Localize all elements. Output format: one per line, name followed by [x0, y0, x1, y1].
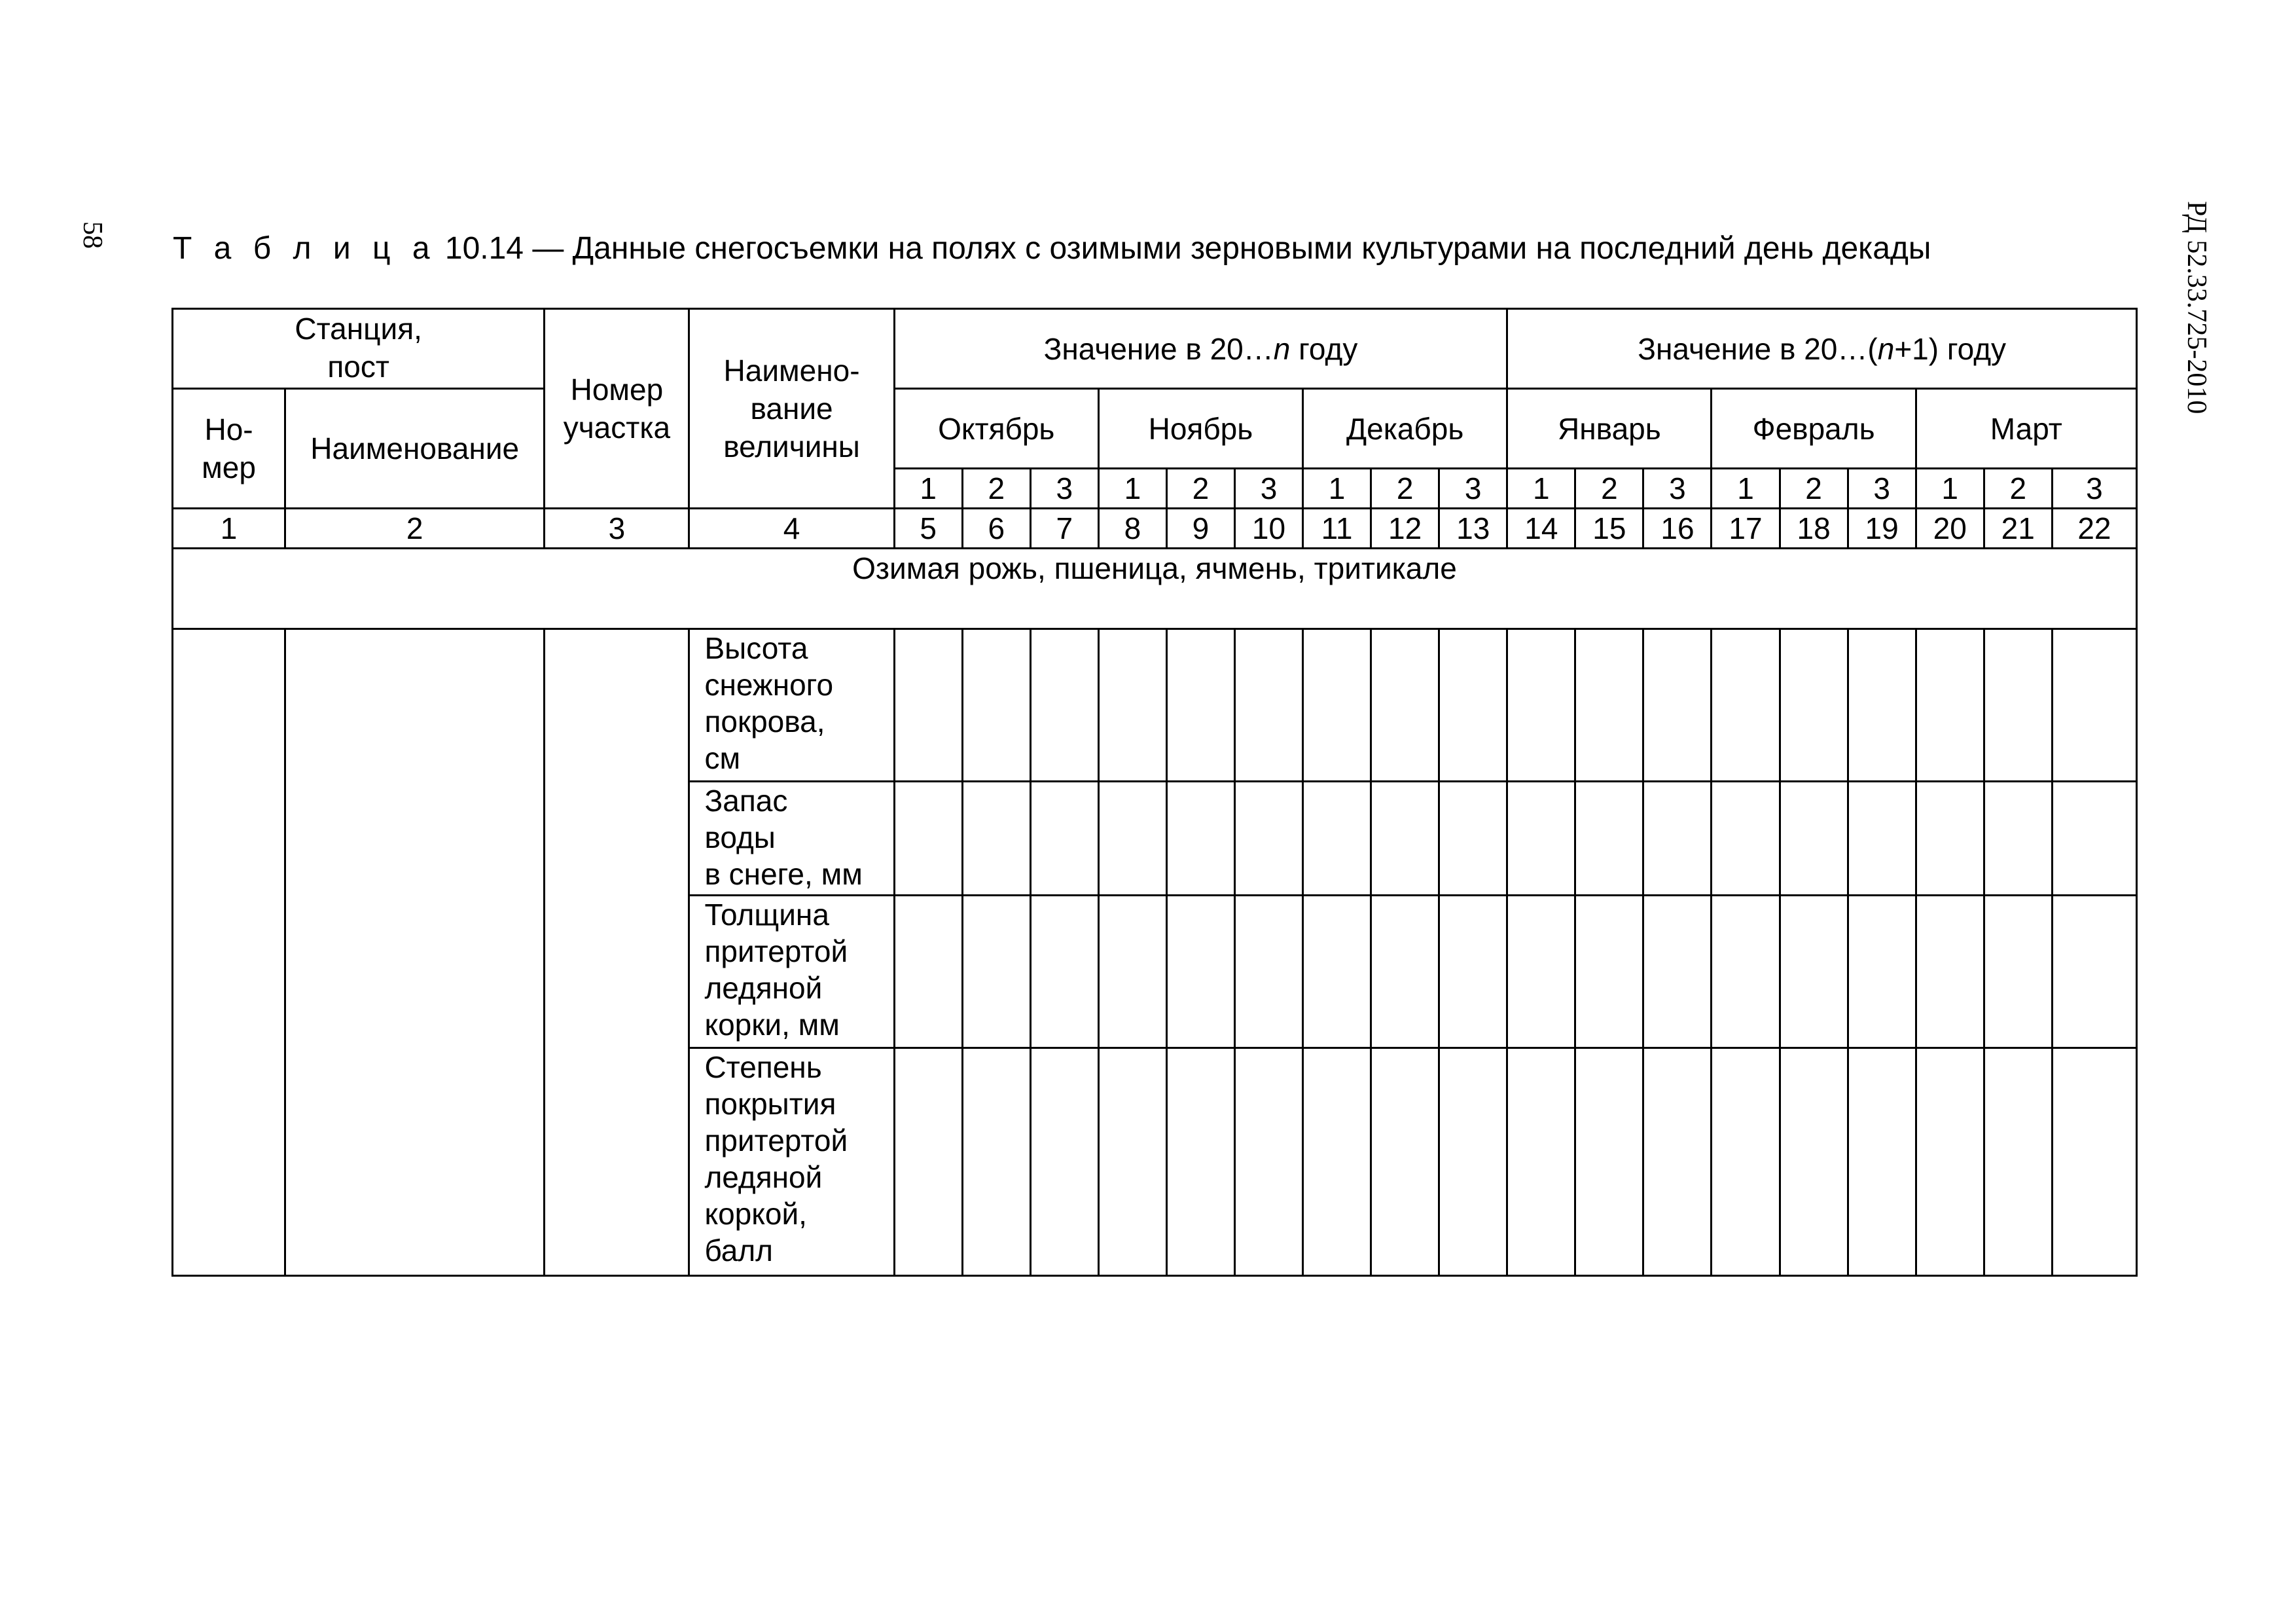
header-station: Станция, пост: [173, 309, 545, 389]
decade-cell: 3: [1234, 469, 1302, 509]
quantity-label: Высота снежного покрова, см: [689, 629, 894, 782]
header-month-december: Декабрь: [1303, 389, 1507, 469]
decade-cell: 3: [2052, 469, 2136, 509]
column-number: 5: [894, 509, 962, 549]
decade-cell: 2: [1371, 469, 1439, 509]
header-month-march: Март: [1916, 389, 2136, 469]
quantity-label: Толщина притертой ледяной корки, мм: [689, 896, 894, 1048]
column-number: 4: [689, 509, 894, 549]
decade-cell: 1: [1303, 469, 1371, 509]
column-number: 12: [1371, 509, 1439, 549]
snow-survey-table: [171, 308, 2138, 1277]
column-number: 1: [173, 509, 285, 549]
decade-cell: 3: [1848, 469, 1916, 509]
column-number: 8: [1098, 509, 1166, 549]
decade-cell: 1: [894, 469, 962, 509]
column-number: 18: [1780, 509, 1848, 549]
decade-cell: 2: [962, 469, 1030, 509]
page-number: 58: [77, 221, 107, 249]
column-number: 10: [1234, 509, 1302, 549]
header-month-february: Февраль: [1712, 389, 1916, 469]
column-number: 17: [1712, 509, 1780, 549]
plot-number-cell: [545, 629, 689, 1276]
document-code: РД 52.33.725-2010: [2181, 201, 2212, 414]
table-caption: [173, 230, 1931, 266]
header-year-n: Значение в 20…n году: [894, 309, 1507, 389]
decade-cell: 2: [1575, 469, 1643, 509]
column-number: 21: [1984, 509, 2052, 549]
table-caption-text: 10.14 — Данные снегосъемки на полях с озимыми зерновыми культурами на последний день декады: [436, 231, 1931, 266]
quantity-label: Запас воды в снеге, мм: [689, 782, 894, 896]
header-plot-number: Номер участка: [545, 309, 689, 509]
column-number: 16: [1643, 509, 1712, 549]
station-name-cell: [285, 629, 545, 1276]
table-caption-label: Т а б л и ц а: [173, 231, 437, 266]
decade-cell: 3: [1030, 469, 1098, 509]
header-station-name: Наименование: [285, 389, 545, 509]
decade-cell: 1: [1098, 469, 1166, 509]
header-year-n1: Значение в 20…(n+1) году: [1507, 309, 2137, 389]
decade-cell: 3: [1439, 469, 1507, 509]
column-number: 3: [545, 509, 689, 549]
column-number: 2: [285, 509, 545, 549]
column-number: 6: [962, 509, 1030, 549]
station-number-cell: [173, 629, 285, 1276]
decade-cell: 3: [1643, 469, 1712, 509]
section-title: Озимая рожь, пшеница, ячмень, тритикале: [173, 549, 2137, 629]
header-row-1: [173, 309, 2137, 389]
column-number: 13: [1439, 509, 1507, 549]
column-number: 20: [1916, 509, 1984, 549]
decade-cell: 1: [1712, 469, 1780, 509]
column-number: 15: [1575, 509, 1643, 549]
column-number: 22: [2052, 509, 2136, 549]
section-row: [173, 549, 2137, 629]
column-number: 11: [1303, 509, 1371, 549]
header-month-january: Январь: [1507, 389, 1712, 469]
column-number: 19: [1848, 509, 1916, 549]
header-month-november: Ноябрь: [1098, 389, 1302, 469]
decade-cell: 2: [1984, 469, 2052, 509]
column-number-row: [173, 509, 2137, 549]
quantity-label: Степень покрытия притертой ледяной коркой, балл: [689, 1048, 894, 1276]
header-quantity-name: Наимено- вание величины: [689, 309, 894, 509]
table-row: [173, 629, 2137, 782]
decade-cell: 2: [1780, 469, 1848, 509]
header-month-october: Октябрь: [894, 389, 1098, 469]
decade-cell: 2: [1166, 469, 1234, 509]
column-number: 9: [1166, 509, 1234, 549]
decade-cell: 1: [1916, 469, 1984, 509]
header-row-2: [173, 389, 2137, 469]
decade-cell: 1: [1507, 469, 1575, 509]
header-station-number: Но- мер: [173, 389, 285, 509]
column-number: 7: [1030, 509, 1098, 549]
column-number: 14: [1507, 509, 1575, 549]
